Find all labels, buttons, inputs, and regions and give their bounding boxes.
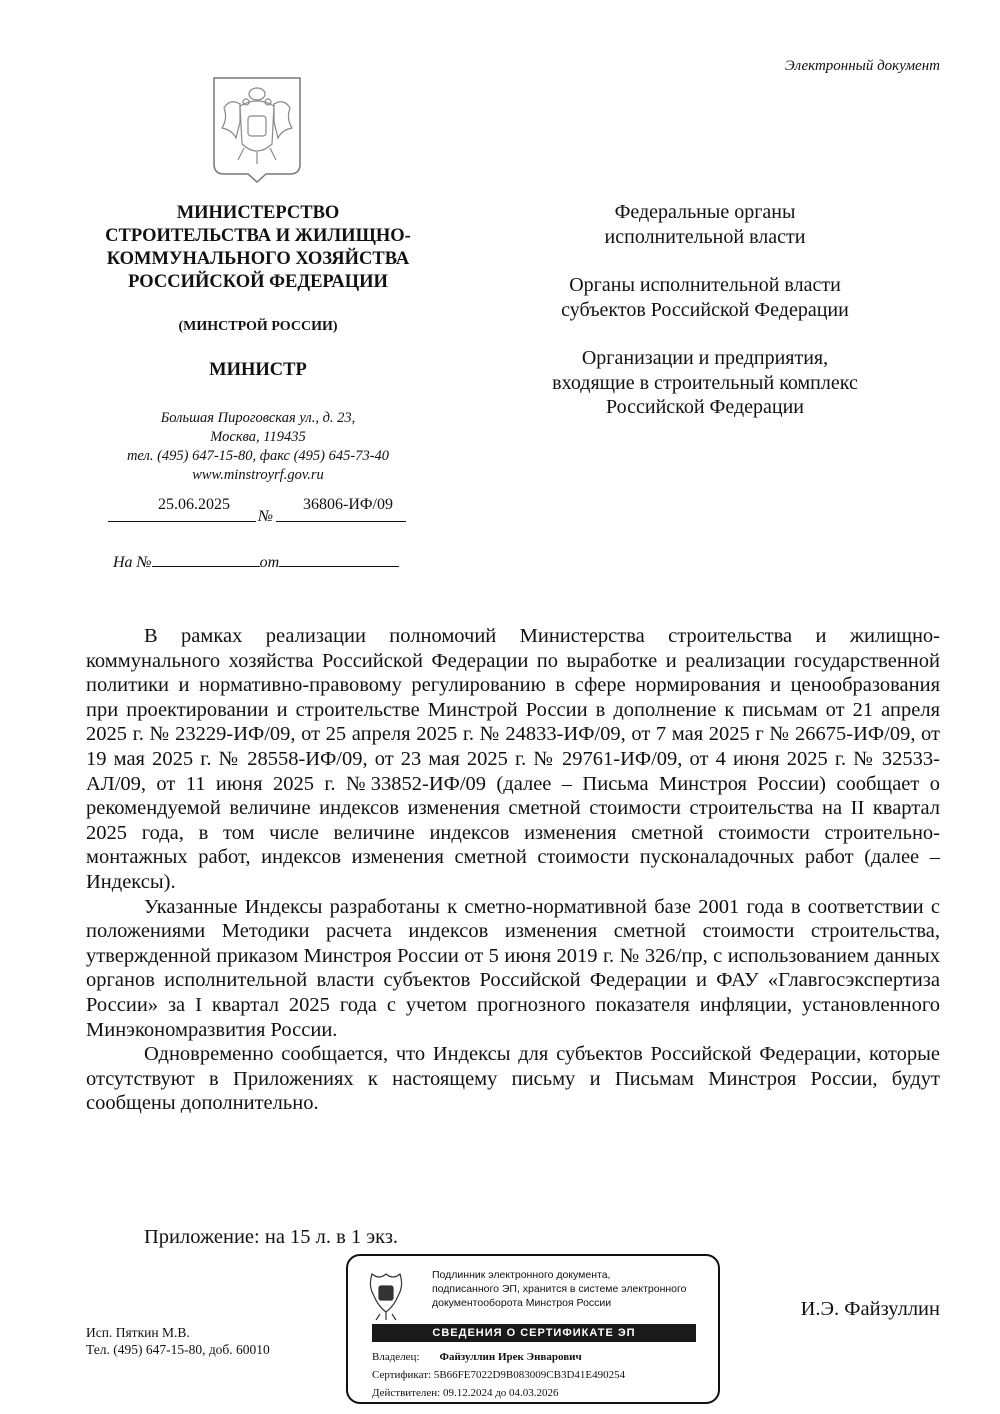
- addressee-line: Федеральные органы: [614, 201, 796, 223]
- certificate-serial-row: [372, 1366, 712, 1384]
- addressee-line: Организации и предприятия,: [581, 347, 829, 369]
- ministry-name-line: МИНИСТЕРСТВО: [176, 203, 340, 223]
- addressee-block: [505, 200, 905, 249]
- ministry-short-name: (МИНСТРОЙ РОССИИ): [178, 319, 338, 334]
- registration-line: [108, 494, 408, 534]
- executor-phone: Тел. (495) 647-15-80, доб. 60010: [86, 1342, 270, 1357]
- addressee-line: входящие в строительный комплекс: [552, 371, 858, 394]
- executor-info: [86, 1324, 270, 1358]
- certificate-owner-row: [372, 1348, 712, 1366]
- reference-number-blank: [152, 550, 260, 567]
- ministry-name-line: РОССИЙСКОЙ ФЕДЕРАЦИИ: [128, 272, 388, 292]
- esignature-stamp: [346, 1254, 720, 1404]
- addressees: [505, 200, 905, 444]
- certificate-bar-title: СВЕДЕНИЯ О СЕРТИФИКАТЕ ЭП: [372, 1324, 696, 1342]
- reference-date-blank: [279, 550, 399, 567]
- attachment-note: Приложение: на 15 л. в 1 экз.: [144, 1226, 399, 1248]
- state-emblem-icon: [210, 74, 304, 184]
- address-line: Большая Пироговская ул., д. 23,: [160, 410, 356, 426]
- address-line: тел. (495) 647-15-80, факс (495) 645-73-40: [126, 448, 390, 464]
- emblem-icon: [364, 1266, 408, 1322]
- number-sign: №: [258, 508, 274, 525]
- body-paragraph: Указанные Индексы разработаны к сметно-нормативной базе 2001 года в соответствии с положениями Методики расчета индексов изменения сметной стоимости строительства, утвержденной приказом Минстроя России от 5 июня 2019 г. № 326/пр, с использованием данных органов исполнительной власти субъектов Российской Федерации и ФАУ «Главгосэкспертиза России» за I квартал 2025 года с учетом прогнозного показателя инфляции, установленного Минэкономразвития России.: [86, 895, 940, 1041]
- addressee-block: [505, 273, 905, 322]
- registration-date: 25.06.2025: [158, 496, 230, 513]
- certificate-validity-row: [372, 1384, 712, 1402]
- cert-value: 5B66FE7022D9B083009CB3D41E490254: [433, 1369, 626, 1381]
- reference-from: от: [259, 554, 280, 571]
- address-line: www.minstroyrf.gov.ru: [192, 467, 324, 483]
- addressee-line: Российской Федерации: [605, 396, 805, 418]
- signer-name: И.Э. Файзуллин: [800, 1298, 940, 1320]
- executor-name: Исп. Пяткин М.В.: [86, 1325, 190, 1340]
- number-underline: [276, 521, 406, 522]
- addressee-line: исполнительной власти: [604, 225, 806, 248]
- sender-position: МИНИСТР: [209, 360, 307, 380]
- owner-value: Файзуллин Ирек Энварович: [439, 1351, 582, 1363]
- letter-body: [86, 624, 940, 1116]
- certificate-details: [372, 1348, 712, 1402]
- stamp-text: [432, 1268, 712, 1310]
- body-paragraph: Одновременно сообщается, что Индексы для субъектов Российской Федерации, которые отсутствуют в Приложениях к настоящему письму и Письмам Минстроя России, будут сообщены дополнительно.: [86, 1043, 940, 1115]
- date-underline: [108, 521, 256, 522]
- valid-value: 09.12.2024 до 04.03.2026: [442, 1387, 559, 1399]
- sender-address: [88, 409, 428, 485]
- addressee-block: [505, 346, 905, 420]
- ministry-name-line: КОММУНАЛЬНОГО ХОЗЯЙСТВА: [106, 249, 410, 269]
- reference-line: [113, 550, 413, 572]
- sender-header: [88, 202, 428, 485]
- body-paragraph: В рамках реализации полномочий Министерства строительства и жилищно-коммунального хозяйства Российской Федерации по выработке и реализации государственной политики и нормативно-правовому регулированию в сфере нормирования и ценообразования при проектировании и строительстве Минстрой России в дополнение к письмам от 21 апреля 2025 г. № 23229-ИФ/09, от 25 апреля 2025 г. № 24833-ИФ/09, от 7 мая 2025 г № 26675-ИФ/09, от 19 мая 2025 г. № 28558-ИФ/09, от 23 мая 2025 г. № 29761-ИФ/09, от 4 июня 2025 г. № 32533-АЛ/09, от 11 июня 2025 г. №33852-ИФ/09 (далее – Письма Минстроя России) сообщает о рекомендуемой величине индексов изменения сметной стоимости строительства на II квартал 2025 года, в том числе величине индексов изменения сметной стоимости строительно-монтажных работ, индексов изменения сметной стоимости пусконаладочных работ (далее – Индексы).: [86, 625, 940, 893]
- stamp-text-line: документооборота Минстроя России: [432, 1297, 612, 1309]
- valid-label: Действителен:: [372, 1387, 441, 1399]
- address-line: Москва, 119435: [210, 429, 306, 445]
- registration-number: 36806-ИФ/09: [303, 496, 393, 513]
- ministry-name: [88, 202, 428, 294]
- stamp-text-line: Подлинник электронного документа,: [432, 1269, 611, 1281]
- electronic-document-marker: Электронный документ: [784, 58, 940, 74]
- cert-label: Сертификат:: [372, 1369, 432, 1381]
- addressee-line: субъектов Российской Федерации: [561, 298, 849, 321]
- stamp-text-line: подписанного ЭП, хранится в системе электронного: [432, 1283, 687, 1295]
- addressee-line: Органы исполнительной власти: [569, 274, 841, 296]
- owner-label: Владелец:: [372, 1351, 420, 1363]
- reference-prefix: На №: [113, 554, 152, 571]
- ministry-name-line: СТРОИТЕЛЬСТВА И ЖИЛИЩНО-: [105, 226, 411, 246]
